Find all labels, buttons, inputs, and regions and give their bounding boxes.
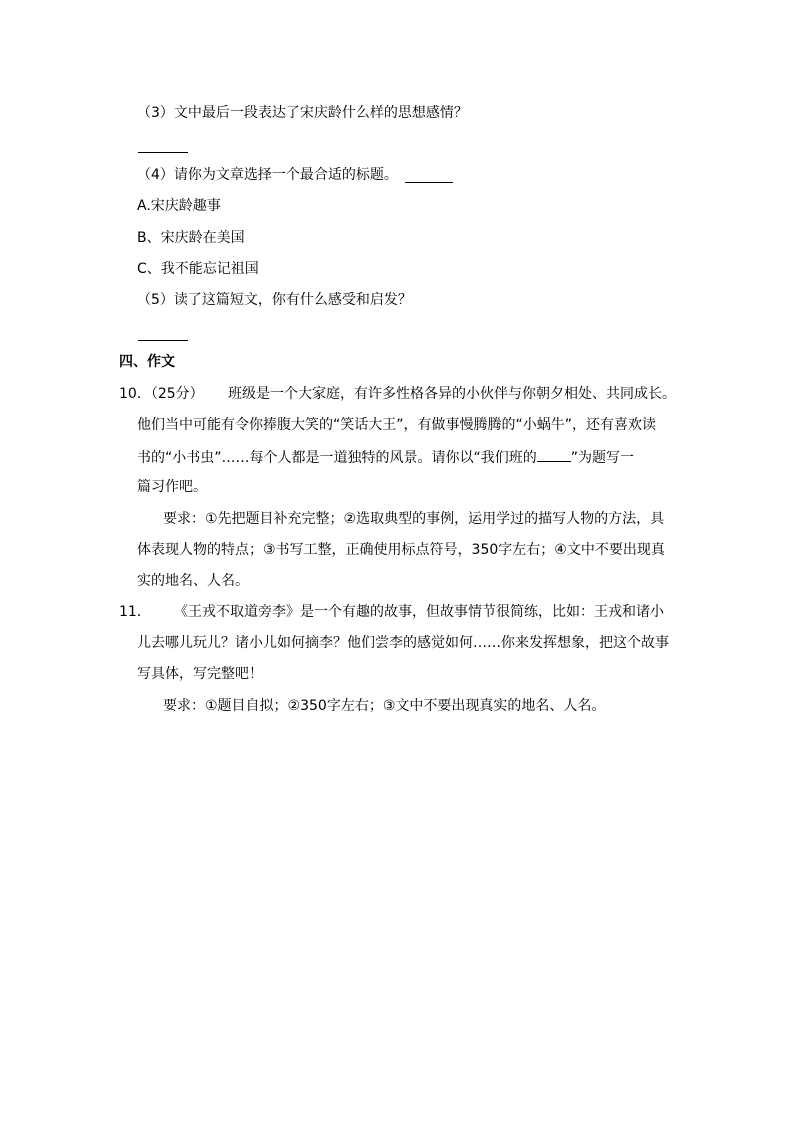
option-a: A.宋庆龄趣事 <box>137 198 221 214</box>
question-10-requirement-3: 实的地名、人名。 <box>137 573 249 589</box>
answer-blank-3[interactable] <box>138 152 188 153</box>
question-11-line-3: 写具体，写完整吧！ <box>137 666 263 682</box>
question-10-number: 10．（25分） <box>119 386 204 402</box>
option-b: B、宋庆龄在美国 <box>137 230 245 246</box>
question-11-line-2: 儿去哪儿玩儿？诸小儿如何摘李？他们尝李的感觉如何……你来发挥想象，把这个故事 <box>137 635 669 651</box>
question-3: （3）文中最后一段表达了宋庆龄什么样的思想感情？ <box>137 105 468 121</box>
option-c: C、我不能忘记祖国 <box>137 261 259 277</box>
answer-blank-5[interactable] <box>138 340 188 341</box>
question-10-line-1: 班级是一个大家庭，有许多性格各异的小伙伴与你朝夕相处、共同成长。 <box>228 386 676 402</box>
question-10-line-3-tail: ”为题写一 <box>570 450 635 466</box>
question-10-requirement-1: 要求：①先把题目补充完整；②选取典型的事例，运用学过的描写人物的方法，具 <box>163 511 665 527</box>
question-11-requirement: 要求：①题目自拟；②350字左右；③文中不要出现真实的地名、人名。 <box>163 698 606 714</box>
question-4: （4）请你为文章选择一个最合适的标题。 <box>137 167 398 183</box>
question-5: （5）读了这篇短文，你有什么感受和启发？ <box>137 292 412 308</box>
question-10-requirement-2: 体表现人物的特点；③书写工整，正确使用标点符号，350字左右；④文中不要出现真 <box>137 542 665 558</box>
question-10-line-4: 篇习作吧。 <box>137 479 207 495</box>
question-11-number: 11． <box>119 604 151 620</box>
answer-blank-4[interactable] <box>405 182 453 183</box>
section-heading: 四、作文 <box>119 354 175 370</box>
question-10-line-3 <box>137 447 634 467</box>
question-10-line-2: 他们当中可能有令你捧腹大笑的“笑话大王”，有做事慢腾腾的“小蜗牛”，还有喜欢读 <box>137 417 657 433</box>
title-blank[interactable] <box>537 447 571 462</box>
question-11-line-1: 《王戎不取道旁李》是一个有趣的故事，但故事情节很简练，比如：王戎和诸小 <box>174 604 664 620</box>
question-10-line-3-text: 书的“小书虫”……每个人都是一道独特的风景。请你以“我们班的 <box>137 450 537 466</box>
